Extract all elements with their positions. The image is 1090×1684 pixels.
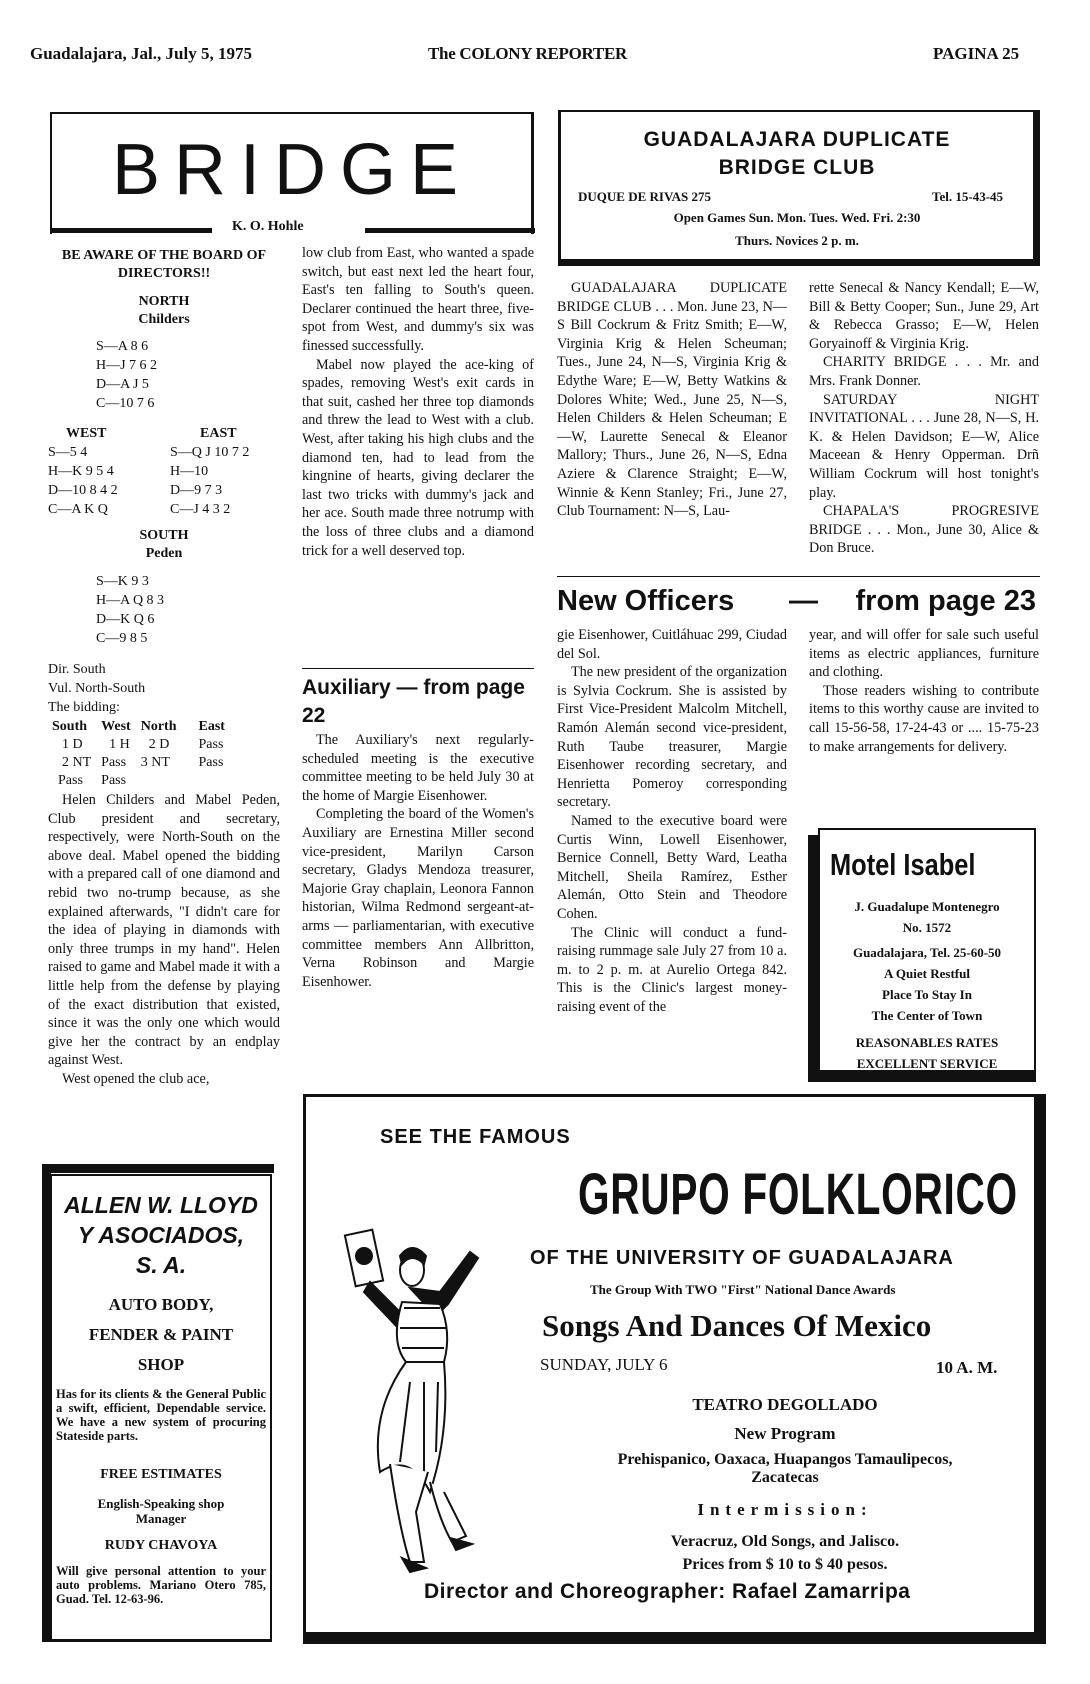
officers-paragraph: year, and will offer for sale such useful items as electric appliances, furniture and clothing. <box>809 627 1039 681</box>
folklorico-program-items2: Zacatecas <box>751 1469 819 1486</box>
results-paragraph: CHARITY BRIDGE . . . Mr. and Mrs. Frank Donner. <box>809 354 1039 389</box>
east-spades: S—Q J 10 7 2 <box>170 445 250 460</box>
bid-cell: Pass <box>198 755 224 770</box>
folklorico-program: New Program <box>734 1424 836 1443</box>
motel-tagline1: A Quiet Restful <box>884 966 970 981</box>
north-label: NORTH <box>138 294 190 309</box>
lloyd-attention: Will give personal attention to your auto problems. Mariano Otero 785, Guad. Tel. 12-63-96. <box>56 1564 266 1606</box>
east-hearts: H—10 <box>170 464 209 479</box>
west-hand <box>48 424 118 519</box>
south-spades: S—K 9 3 <box>96 574 149 589</box>
officers-headline <box>557 580 1040 622</box>
officers-paragraph: The new president of the organization is Sylvia Cockrum. She is assisted by First Vice-President Malcolm Mitchell, Ramón Alemán second vice-president, Ruth Taube treasurer, Margie Eisenhower recording secretary, and Henrietta Pomeroy corresponding secretary. <box>557 664 787 811</box>
lloyd-service3: SHOP <box>137 1355 185 1374</box>
officers-paragraph: Named to the executive board were Curtis Winn, Lowell Eisenhower, Bernice Connell, Betty Ward, Leatha Mitchell, Sheila Ramírez, Esther Alemán, Otto Stein and Theodore Cohen. <box>557 812 787 922</box>
folklorico-university: OF THE UNIVERSITY OF GUADALAJARA <box>530 1247 954 1269</box>
west-spades: S—5 4 <box>48 445 88 460</box>
motel-rates: REASONABLES RATES <box>855 1035 999 1050</box>
dancer-illustration <box>340 1212 520 1582</box>
auxiliary-paragraph: Completing the board of the Women's Auxiliary are Ernestina Miller second vice-president, Marilyn Carson secretary, Gladys Mendoza treasurer, Majorie Gray chaplain, Leonora Fannon historian, Wilma Redmond sergeant-at-arms — parliamentarian, with executive committee members Ann Allbritton, Verna Robinson and Margie Eisenhower. <box>302 806 534 990</box>
motel-service: EXCELLENT SERVICE <box>856 1056 998 1071</box>
officers-column2 <box>809 626 1039 756</box>
motel-name: Motel Isabel <box>830 847 976 882</box>
lloyd-name-line2: Y ASOCIADOS, <box>77 1222 245 1248</box>
lloyd-service2: FENDER & PAINT <box>88 1325 234 1344</box>
bid-cell: Pass <box>101 773 127 788</box>
bid-cell <box>141 772 199 790</box>
south-diamonds: D—K Q 6 <box>96 612 155 627</box>
north-clubs: C—10 7 6 <box>96 396 155 411</box>
north-player: Childers <box>138 312 190 327</box>
results-paragraph: CHAPALA'S PROGRESIVE BRIDGE . . . Mon., June 30, Alice & Don Bruce. <box>809 503 1039 557</box>
south-label: SOUTH <box>139 528 189 543</box>
byline-rule-left <box>50 228 212 233</box>
lloyd-pitch: Has for its clients & the General Public a swift, efficient, Dependable service. We have a new system of procuring Stateside parts. <box>56 1387 266 1443</box>
auxiliary-text <box>302 731 534 991</box>
club-ad-title <box>562 126 1032 182</box>
bid-header-east: East <box>198 719 225 734</box>
bid-cell: 3 NT <box>140 755 170 770</box>
motel-owner: J. Guadalupe Montenegro <box>854 899 1000 914</box>
club-ad-hours: Open Games Sun. Mon. Tues. Wed. Fri. 2:30 <box>673 210 921 225</box>
folklorico-program-items1: Prehispanico, Oaxaca, Huapangos Tamaulipecos, <box>617 1451 953 1468</box>
club-ad-title-line1: GUADALAJARA DUPLICATE <box>643 128 951 151</box>
folklorico-after: Veracruz, Old Songs, and Jalisco. <box>670 1533 900 1550</box>
east-hand <box>170 424 249 519</box>
header-date: Guadalajara, Jal., July 5, 1975 <box>30 44 252 63</box>
bidding-table <box>52 718 235 790</box>
officers-headline-right: from page 23 <box>855 585 1036 617</box>
bridge-title: BRIDGE <box>111 130 473 210</box>
south-hearts: H—A Q 8 3 <box>96 593 165 608</box>
bridge-paragraph: Helen Childers and Mabel Peden, Club president and secretary, respectively, were North-South on the above deal. Mabel opened the bidding with a prepared call of one diamond and rebid two no-trump because, as she explained afterwards, "I didn't care for the idea of playing in diamonds with only three trumps in my hand". Helen raised to game and Mabel made it with a little help from the defense by playing of the exact distribution that existed, since it was the only one which would give her the contract by an endplay against West. <box>48 792 280 1069</box>
folklorico-see: SEE THE FAMOUS <box>380 1126 571 1148</box>
officers-headline-left: New Officers <box>557 585 735 617</box>
folklorico-director: Director and Choreographer: Rafael Zamarripa <box>424 1580 911 1603</box>
bid-cell: 1 H <box>109 737 130 752</box>
bid-cell: Pass <box>198 737 224 752</box>
club-ad-tel: Tel. 15-43-45 <box>932 189 1004 204</box>
dealer: Dir. South <box>48 662 106 677</box>
west-diamonds: D—10 8 4 2 <box>48 483 118 498</box>
officers-paragraph: gie Eisenhower, Cuitláhuac 299, Ciudad del Sol. <box>557 627 787 662</box>
auxiliary-headline: Auxiliary — from page 22 <box>302 676 525 727</box>
lloyd-name-line3: S. A. <box>135 1252 187 1278</box>
folklorico-day: SUNDAY, JULY 6 <box>540 1355 668 1374</box>
results-column1 <box>557 279 787 521</box>
motel-number: No. 1572 <box>902 920 952 935</box>
bid-header-west: West <box>101 719 131 734</box>
officers-paragraph: Those readers wishing to contribute items to this worthy cause are invited to call 15-56-58, 17-24-43 or .... 15-75-23 to make arrangements for delivery. <box>809 682 1039 755</box>
south-clubs: C—9 8 5 <box>96 631 148 646</box>
officers-paragraph: The Clinic will conduct a fund-raising rummage sale July 27 from 10 a. m. to 2 p. m. at Aurelio Ortega 842. This is the Clinic's largest money-raising event of the <box>557 924 787 1015</box>
results-paragraph: rette Senecal & Nancy Kendall; E—W, Bill & Betty Cooper; Sun., June 29, Art & Rebecca Grasso; E—W, Helen Goryainoff & Virginia Krig. <box>809 280 1039 352</box>
lloyd-ad-shadow-left <box>42 1164 51 1642</box>
lloyd-manager: RUDY CHAVOYA <box>104 1538 218 1553</box>
bridge-column1-text <box>48 791 280 1089</box>
header-page: PAGINA 25 <box>933 44 1020 63</box>
deal-info <box>48 660 145 717</box>
east-clubs: C—J 4 3 2 <box>170 502 231 517</box>
bid-cell <box>199 772 235 790</box>
bridge-byline: K. O. Hohle <box>232 219 304 234</box>
bridge-paragraph: Mabel now played the ace-king of spades, removing West's exit cards in that suit, cashed her three top diamonds and threw the lead to West with a club. West, after taking his high clubs and the diamond ten, had to lead from the kingnine of hearts, giving declarer the last two tricks with dummy's jack and her ace. South made three notrump with the loss of three clubs and a diamond trick for a well deserved top. <box>302 356 534 559</box>
folklorico-title: GRUPO FOLKLORICO <box>578 1162 1018 1227</box>
results-paragraph: GUADALAJARA DUPLICATE BRIDGE CLUB . . . Mon. June 23, N—S Bill Cockrum & Fritz Smith; E—W, Virginia Krig & Helen Scheuman; Tues., June 24, N—S, Virginia Krig & Edythe Ware; E—W, Betty Watkins & Dolores White; Wed., June 25, N—S, Helen Childers & Helen Scheuman; E—W, Laurette Senecal & Eleanor Mallory; Thurs., June 26, N—S, Edna Aziere & Clarence Straight; E—W, Winnie & Kenn Stanley; Fri., June 27, Club Tournament: N—S, Lau- <box>557 280 787 520</box>
lloyd-name-line1: ALLEN W. LLOYD <box>64 1192 258 1218</box>
south-hand <box>44 527 284 563</box>
auxiliary-rule <box>302 668 534 669</box>
north-cards <box>96 337 157 413</box>
motel-ad-shadow-left <box>808 835 818 1082</box>
folklorico-prices: Prices from $ 10 to $ 40 pesos. <box>682 1556 888 1573</box>
bid-cell: 1 D <box>62 737 83 752</box>
bid-cell: Pass <box>58 773 83 788</box>
folklorico-intermission: Intermission: <box>697 1500 873 1519</box>
south-player: Peden <box>145 546 183 561</box>
south-cards <box>96 572 164 648</box>
bridge-paragraph: low club from East, who wanted a spade switch, but east next led the heart four, East's ten falling to South's queen. Declarer continued the heart three, five-spot from West, and dummy's six was finessed successfully. <box>302 245 534 354</box>
lloyd-estimates: FREE ESTIMATES <box>100 1467 222 1482</box>
club-ad-title-line2: BRIDGE CLUB <box>718 156 876 179</box>
bidding-header-row <box>52 718 235 736</box>
bid-header-north: North <box>140 719 177 734</box>
header-masthead: The COLONY REPORTER <box>428 44 627 63</box>
results-column2 <box>809 279 1039 558</box>
motel-tagline3: The Center of Town <box>871 1008 983 1023</box>
club-ad-novices: Thurs. Novices 2 p. m. <box>735 233 859 248</box>
motel-tagline2: Place To Stay In <box>882 987 972 1002</box>
officers-column1 <box>557 626 787 1016</box>
folklorico-program-items <box>540 1451 1030 1487</box>
auxiliary-paragraph: The Auxiliary's next regularly-scheduled meeting is the executive committee meeting to be held July 30 at the home of Margie Eisenhower. <box>302 732 534 804</box>
bridge-column2-text <box>302 244 534 560</box>
bid-cell: 2 NT <box>62 755 92 770</box>
north-diamonds: D—A J 5 <box>96 377 149 392</box>
bidding-row <box>52 772 235 790</box>
folklorico-awards: The Group With TWO "First" National Dance Awards <box>590 1282 896 1297</box>
results-paragraph: SATURDAY NIGHT INVITATIONAL . . . June 28, N—S, H. K. & Helen Davidson; E—W, Alice Maceean & Henry Opperman. Drñ William Cockrum will host tonight's play. <box>809 391 1039 501</box>
officers-headline-dash: — <box>789 585 818 617</box>
bid-cell: Pass <box>101 755 127 770</box>
north-hand <box>44 293 284 329</box>
folklorico-venue: TEATRO DEGOLLADO <box>692 1395 878 1414</box>
bidding-label: The bidding: <box>48 700 120 715</box>
folklorico-time: 10 A. M. <box>936 1358 998 1377</box>
north-hearts: H—J 7 6 2 <box>96 358 158 373</box>
lloyd-name <box>54 1190 268 1280</box>
lloyd-service1: AUTO BODY, <box>108 1295 214 1314</box>
officers-rule <box>557 576 1040 577</box>
bid-header-south: South <box>52 719 88 734</box>
motel-details <box>820 896 1034 1074</box>
north-spades: S—A 8 6 <box>96 339 149 354</box>
lloyd-english1: English-Speaking shop <box>97 1496 225 1511</box>
club-ad-address: DUQUE DE RIVAS 275 <box>578 189 712 204</box>
west-label: WEST <box>66 426 107 441</box>
lloyd-english2: Manager <box>135 1511 187 1526</box>
bridge-paragraph: West opened the club ace, <box>62 1070 210 1087</box>
bidding-row <box>52 754 235 772</box>
vulnerability: Vul. North-South <box>48 681 146 696</box>
lloyd-services <box>54 1290 268 1380</box>
lloyd-english <box>54 1496 268 1526</box>
west-clubs: C—A K Q <box>48 502 108 517</box>
lloyd-ad-shadow-top <box>42 1164 274 1173</box>
motel-phone: Guadalajara, Tel. 25-60-50 <box>852 945 1002 960</box>
east-diamonds: D—9 7 3 <box>170 483 223 498</box>
byline-rule-right <box>365 228 535 233</box>
bidding-row <box>52 736 235 754</box>
folklorico-songs: Songs And Dances Of Mexico <box>542 1308 932 1343</box>
bid-cell: 2 D <box>148 737 170 752</box>
west-hearts: H—K 9 5 4 <box>48 464 114 479</box>
east-label: EAST <box>200 426 237 441</box>
bridge-headline: BE AWARE OF THE BOARD OF DIRECTORS!! <box>61 248 267 281</box>
